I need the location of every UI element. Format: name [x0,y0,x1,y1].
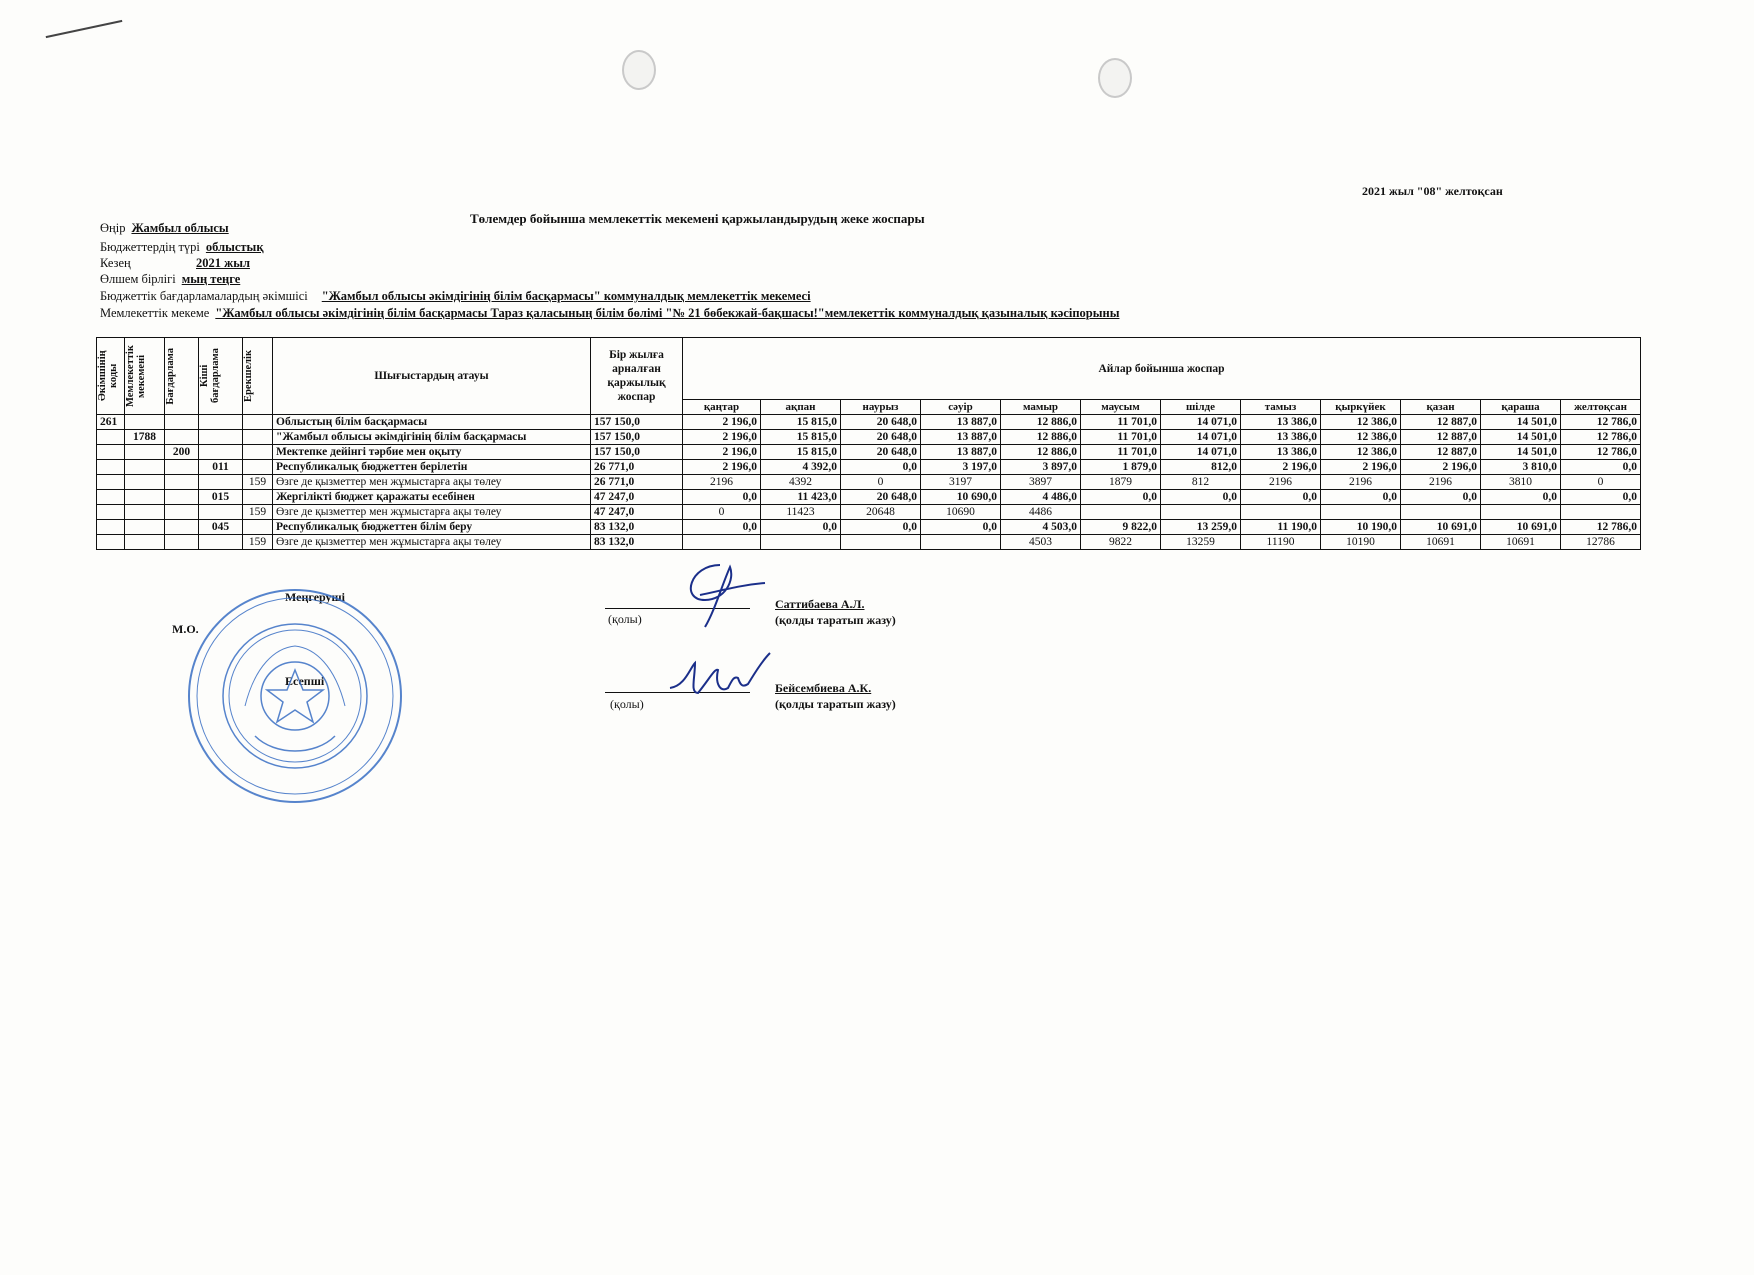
header-month: қазан [1401,400,1481,415]
accountant-signature [660,648,780,708]
header-monthly-plan: Айлар бойынша жоспар [683,338,1641,400]
meta-label: Өлшем бірлігі [100,272,176,286]
meta-label: Бюджеттердің түрі [100,240,200,254]
month-value-cell: 10 690,0 [921,490,1001,505]
meta-unit [100,272,240,287]
table-row [97,460,1641,475]
code-cell [125,535,165,550]
code-cell [199,415,243,430]
head-name: Саттибаева А.Л. [775,597,865,611]
code-cell: 200 [165,445,199,460]
month-value-cell: 14 501,0 [1481,445,1561,460]
month-value-cell: 13 386,0 [1241,445,1321,460]
table-row [97,475,1641,490]
code-cell [165,430,199,445]
code-cell [199,445,243,460]
month-value-cell: 2 196,0 [1401,460,1481,475]
month-value-cell: 3 197,0 [921,460,1001,475]
month-value-cell: 20 648,0 [841,490,921,505]
month-value-cell: 11 701,0 [1081,415,1161,430]
annual-plan-cell: 47 247,0 [591,505,683,520]
header-month: мамыр [1001,400,1081,415]
month-value-cell: 812,0 [1161,460,1241,475]
expense-name-cell: Республикалық бюджеттен берілетін [273,460,591,475]
month-value-cell: 2 196,0 [683,430,761,445]
month-value-cell: 20648 [841,505,921,520]
code-cell [125,490,165,505]
code-cell: 045 [199,520,243,535]
mo-label: М.О. [172,622,199,636]
month-value-cell [1401,505,1481,520]
month-value-cell: 0,0 [1481,490,1561,505]
month-value-cell [1321,505,1401,520]
month-value-cell: 14 501,0 [1481,415,1561,430]
month-value-cell: 10691 [1401,535,1481,550]
code-cell [165,490,199,505]
code-cell [165,475,199,490]
plan-body [97,415,1641,550]
month-value-cell: 2 196,0 [683,460,761,475]
month-value-cell: 2 196,0 [683,415,761,430]
code-cell [97,505,125,520]
month-value-cell: 4 392,0 [761,460,841,475]
month-value-cell [1081,505,1161,520]
code-cell [199,505,243,520]
meta-value: 2021 жыл [196,256,250,270]
month-value-cell: 12 786,0 [1561,520,1641,535]
month-value-cell [1481,505,1561,520]
meta-value: мың теңге [181,272,241,286]
header-subprogram-text: Кіші бағдарлама [199,348,221,404]
header-month: желтоқсан [1561,400,1641,415]
month-value-cell: 10691 [1481,535,1561,550]
month-value-cell: 1879 [1081,475,1161,490]
table-row [97,535,1641,550]
month-value-cell: 15 815,0 [761,445,841,460]
month-value-cell: 4 486,0 [1001,490,1081,505]
month-value-cell: 3810 [1481,475,1561,490]
month-value-cell: 0,0 [921,520,1001,535]
code-cell [97,535,125,550]
code-cell [125,415,165,430]
month-value-cell: 12 886,0 [1001,415,1081,430]
month-value-cell [1161,505,1241,520]
month-value-cell [841,535,921,550]
meta-region [100,221,229,236]
annual-plan-cell: 47 247,0 [591,490,683,505]
month-value-cell: 2 196,0 [1241,460,1321,475]
code-cell [125,460,165,475]
month-value-cell: 2 196,0 [1321,460,1401,475]
month-value-cell: 10690 [921,505,1001,520]
header-program-text: Бағдарлама [165,347,176,405]
annual-plan-cell: 83 132,0 [591,520,683,535]
month-value-cell: 15 815,0 [761,430,841,445]
month-value-cell: 3 810,0 [1481,460,1561,475]
month-value-cell: 4503 [1001,535,1081,550]
month-value-cell: 14 071,0 [1161,415,1241,430]
month-value-cell: 0,0 [1561,460,1641,475]
code-cell [243,415,273,430]
month-value-cell: 10 190,0 [1321,520,1401,535]
month-value-cell: 0,0 [1561,490,1641,505]
month-value-cell: 2196 [1241,475,1321,490]
month-value-cell: 10190 [1321,535,1401,550]
month-value-cell: 13 386,0 [1241,430,1321,445]
header-admin-code [97,338,125,415]
table-row [97,445,1641,460]
month-value-cell: 10 691,0 [1481,520,1561,535]
expense-name-cell: Облыстың білім басқармасы [273,415,591,430]
code-cell [199,535,243,550]
code-cell [199,430,243,445]
code-cell: 011 [199,460,243,475]
month-value-cell: 0,0 [1161,490,1241,505]
code-cell: 015 [199,490,243,505]
month-value-cell: 13 887,0 [921,445,1001,460]
accountant-name: Бейсембиева А.К. [775,681,872,695]
month-value-cell: 20 648,0 [841,415,921,430]
month-value-cell: 14 071,0 [1161,445,1241,460]
month-value-cell [761,535,841,550]
accountant-title: Есепші [285,674,325,688]
month-value-cell [921,535,1001,550]
month-value-cell: 20 648,0 [841,430,921,445]
month-value-cell: 12 786,0 [1561,430,1641,445]
code-cell [165,415,199,430]
month-value-cell: 3 897,0 [1001,460,1081,475]
meta-value: "Жамбыл облысы әкімдігінің білім басқармасы Тараз қаласының білім бөлімі "№ 21 бөбекжай-бақшасы!"мемлекеттік коммуналдық қазыналық кәсіпорыны [215,306,1120,320]
header-admin-code-text: Әкімшінің коды [97,350,119,402]
code-cell [243,430,273,445]
month-value-cell: 20 648,0 [841,445,921,460]
meta-period [100,256,250,271]
code-cell [243,520,273,535]
meta-label: Кезең [100,256,131,270]
month-value-cell: 0,0 [841,520,921,535]
table-row [97,490,1641,505]
month-value-cell: 3197 [921,475,1001,490]
header-annual-plan-text: Бір жылға арналған қаржылық жоспар [607,349,666,403]
code-cell [97,445,125,460]
header-subprogram [199,338,243,415]
accountant-sign-label: (қолы) [610,697,644,711]
month-value-cell: 11 423,0 [761,490,841,505]
header-program [165,338,199,415]
code-cell: 159 [243,535,273,550]
meta-budget-type [100,240,264,255]
annual-plan-cell: 83 132,0 [591,535,683,550]
annual-plan-cell: 157 150,0 [591,445,683,460]
month-value-cell [683,535,761,550]
annual-plan-cell: 26 771,0 [591,475,683,490]
month-value-cell: 15 815,0 [761,415,841,430]
month-value-cell: 12 786,0 [1561,445,1641,460]
month-value-cell: 12 786,0 [1561,415,1641,430]
month-value-cell: 2196 [683,475,761,490]
expense-name-cell: Өзге де қызметтер мен жұмыстарға ақы төлеу [273,535,591,550]
code-cell [125,520,165,535]
month-value-cell: 11423 [761,505,841,520]
month-value-cell: 0 [841,475,921,490]
month-value-cell: 9822 [1081,535,1161,550]
header-month: тамыз [1241,400,1321,415]
month-value-cell: 812 [1161,475,1241,490]
month-value-cell: 11190 [1241,535,1321,550]
month-value-cell: 3897 [1001,475,1081,490]
table-row [97,430,1641,445]
month-value-cell: 11 701,0 [1081,445,1161,460]
table-row [97,520,1641,535]
code-cell [97,520,125,535]
meta-administrator [100,289,811,304]
expense-name-cell: Өзге де қызметтер мен жұмыстарға ақы төлеу [273,475,591,490]
month-value-cell: 4 503,0 [1001,520,1081,535]
month-value-cell: 4392 [761,475,841,490]
punch-hole-left [622,50,656,90]
month-value-cell: 0 [1561,475,1641,490]
month-value-cell: 13 259,0 [1161,520,1241,535]
meta-label: Бюджеттік бағдарламалардың әкімшісі [100,289,308,303]
month-value-cell: 0,0 [683,520,761,535]
month-value-cell [1241,505,1321,520]
month-value-cell: 2196 [1321,475,1401,490]
table-row [97,415,1641,430]
month-value-cell: 13 386,0 [1241,415,1321,430]
month-value-cell: 0,0 [1321,490,1401,505]
header-institution [125,338,165,415]
meta-label: Өңір [100,221,126,235]
head-sign-label: (қолы) [608,612,642,626]
code-cell [165,520,199,535]
code-cell [125,475,165,490]
code-cell [165,505,199,520]
code-cell [243,445,273,460]
month-value-cell: 2 196,0 [683,445,761,460]
financing-plan-table [96,337,1641,550]
month-value-cell: 2196 [1401,475,1481,490]
header-month: қыркүйек [1321,400,1401,415]
month-value-cell: 12 887,0 [1401,445,1481,460]
code-cell [97,430,125,445]
month-value-cell: 12 386,0 [1321,415,1401,430]
month-value-cell [1561,505,1641,520]
code-cell [243,460,273,475]
header-month: қаңтар [683,400,761,415]
code-cell [97,490,125,505]
month-value-cell: 13 887,0 [921,430,1001,445]
month-value-cell: 1 879,0 [1081,460,1161,475]
header-month: маусым [1081,400,1161,415]
month-value-cell: 0 [683,505,761,520]
expense-name-cell: Өзге де қызметтер мен жұмыстарға ақы төлеу [273,505,591,520]
expense-name-cell: "Жамбыл облысы әкімдігінің білім басқармасы [273,430,591,445]
month-value-cell: 9 822,0 [1081,520,1161,535]
month-value-cell: 0,0 [1401,490,1481,505]
code-cell [165,535,199,550]
meta-label: Мемлекеттік мекеме [100,306,210,320]
header-specific-text: Ерекшелік [243,350,254,402]
punch-hole-right [1098,58,1132,98]
code-cell [125,505,165,520]
month-value-cell: 11 701,0 [1081,430,1161,445]
header-month: қараша [1481,400,1561,415]
code-cell [165,460,199,475]
header-institution-text: Мемлекеттік мекемені [125,345,147,407]
scan-mark [46,20,123,38]
meta-value: "Жамбыл облысы әкімдігінің білім басқармасы" коммуналдық мемлекеттік мекемесі [321,289,811,303]
official-seal [185,586,405,806]
code-cell [97,475,125,490]
month-value-cell: 13 887,0 [921,415,1001,430]
annual-plan-cell: 26 771,0 [591,460,683,475]
header-month: сәуір [921,400,1001,415]
table-row [97,505,1641,520]
meta-institution [100,306,1119,321]
header-specific [243,338,273,415]
code-cell: 159 [243,475,273,490]
header-annual-plan [591,338,683,415]
document-title: Төлемдер бойынша мемлекеттік мекемені қаржыландырудың жеке жоспары [470,211,925,226]
accountant-name-label: (қолды таратып жазу) [775,697,896,711]
head-name-label: (қолды таратып жазу) [775,613,896,627]
month-value-cell: 12 887,0 [1401,430,1481,445]
head-signature [660,555,780,630]
meta-value: Жамбыл облысы [131,221,229,235]
header-expense-name: Шығыстардың атауы [273,338,591,415]
expense-name-cell: Мектепке дейінгі тәрбие мен оқыту [273,445,591,460]
month-value-cell: 0,0 [1081,490,1161,505]
month-value-cell: 0,0 [841,460,921,475]
code-cell [97,460,125,475]
month-value-cell: 12 386,0 [1321,430,1401,445]
code-cell [199,475,243,490]
document-date: 2021 жыл "08" желтоқсан [1362,184,1503,198]
month-value-cell: 11 190,0 [1241,520,1321,535]
month-value-cell: 12786 [1561,535,1641,550]
month-value-cell: 0,0 [1241,490,1321,505]
code-cell: 261 [97,415,125,430]
annual-plan-cell: 157 150,0 [591,415,683,430]
month-value-cell: 13259 [1161,535,1241,550]
month-value-cell: 12 886,0 [1001,430,1081,445]
month-value-cell: 10 691,0 [1401,520,1481,535]
month-value-cell: 4486 [1001,505,1081,520]
month-value-cell: 0,0 [761,520,841,535]
month-value-cell: 0,0 [683,490,761,505]
header-month: наурыз [841,400,921,415]
expense-name-cell: Жергілікті бюджет қаражаты есебінен [273,490,591,505]
code-cell: 1788 [125,430,165,445]
head-title: Меңгеруші [285,590,346,604]
header-month: ақпан [761,400,841,415]
code-cell [125,445,165,460]
month-value-cell: 12 887,0 [1401,415,1481,430]
month-value-cell: 14 501,0 [1481,430,1561,445]
month-value-cell: 12 386,0 [1321,445,1401,460]
month-value-cell: 14 071,0 [1161,430,1241,445]
meta-value: облыстық [205,240,264,254]
annual-plan-cell: 157 150,0 [591,430,683,445]
code-cell: 159 [243,505,273,520]
expense-name-cell: Республикалық бюджеттен білім беру [273,520,591,535]
code-cell [243,490,273,505]
header-month: шілде [1161,400,1241,415]
month-value-cell: 12 886,0 [1001,445,1081,460]
